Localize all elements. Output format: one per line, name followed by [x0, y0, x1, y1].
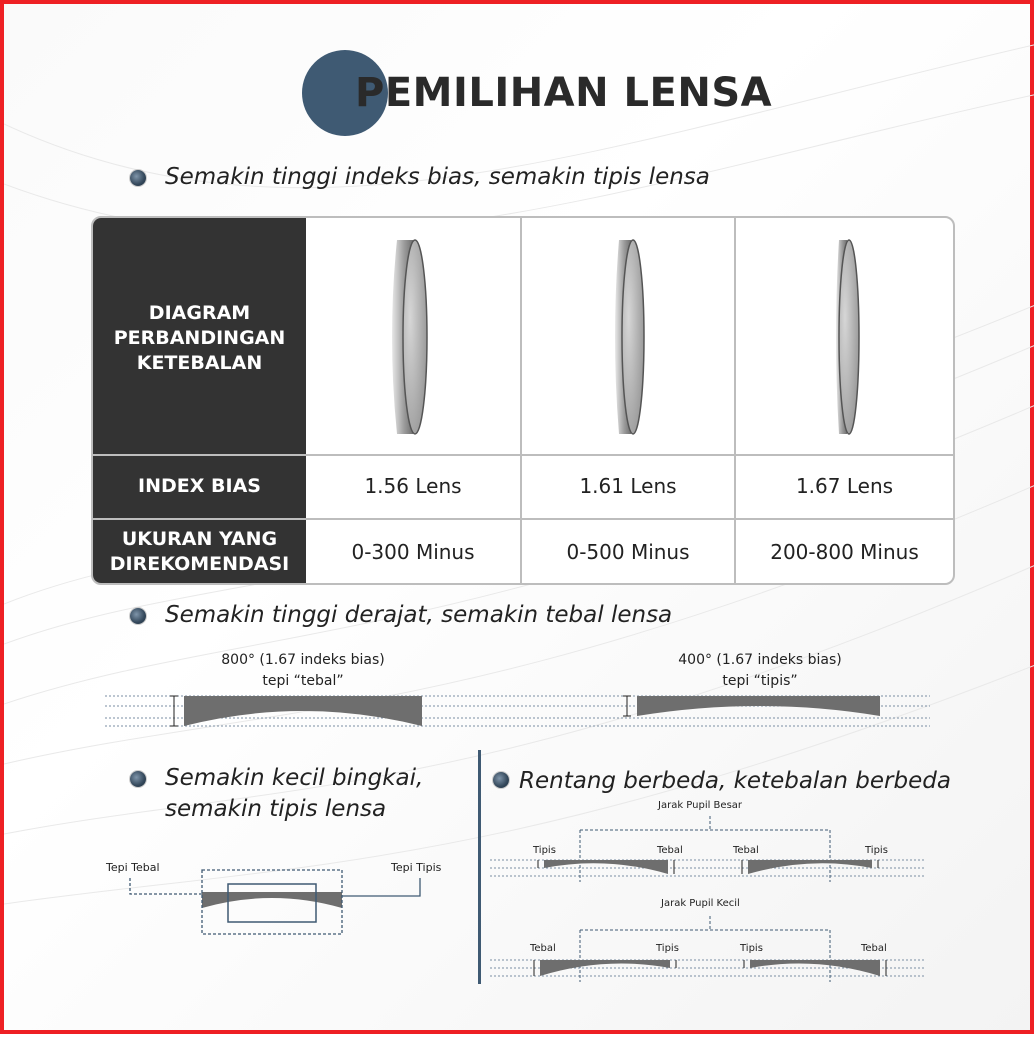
header-recommend	[93, 520, 306, 583]
edge-label: Tipis	[865, 845, 888, 856]
edge-label: Tebal	[861, 943, 887, 954]
header-recommend-line1: UKURAN YANG	[121, 527, 278, 550]
header-diagram-line2: PERBANDINGAN	[113, 326, 286, 349]
section-divider	[478, 750, 481, 984]
lens-comparison-table	[91, 216, 955, 585]
range-cell-2: 0-500 Minus	[566, 539, 690, 564]
index-cell-1: 1.56 Lens	[364, 474, 462, 498]
small-pupil-diagram	[488, 910, 928, 984]
edge-label: Tebal	[657, 845, 683, 856]
edge-label: Tipis	[656, 943, 679, 954]
small-pupil-label: Jarak Pupil Kecil	[661, 898, 740, 909]
bullet-index: Semakin tinggi indeks bias, semakin tipis lensa	[165, 164, 710, 190]
header-diagram-line3: KETEBALAN	[136, 351, 263, 374]
bullet-icon	[130, 608, 146, 624]
lens-thin-icon	[821, 232, 881, 442]
bullet-frame-line1: Semakin kecil bingkai,	[165, 765, 424, 791]
frame-size-diagram	[120, 868, 450, 940]
edge-label: Tipis	[533, 845, 556, 856]
bullet-frame-line2: semakin tipis lensa	[165, 796, 387, 822]
degree-left-label-2: tepi “tebal”	[262, 673, 344, 689]
bullet-range: Rentang berbeda, ketebalan berbeda	[519, 768, 951, 794]
degree-right-label-1: 400° (1.67 indeks bias)	[678, 652, 842, 668]
range-cell-3: 200-800 Minus	[770, 539, 919, 564]
page-title: PEMILIHAN LENSA	[355, 70, 773, 116]
edge-label: Tipis	[740, 943, 763, 954]
bullet-icon	[130, 771, 146, 787]
header-recommend-line2: DIREKOMENDASI	[109, 552, 290, 575]
header-diagram	[93, 288, 306, 388]
edge-label: Tebal	[733, 845, 759, 856]
thick-edge-label: Tepi Tebal	[106, 861, 160, 874]
bullet-icon	[130, 170, 146, 186]
degree-left-label-1: 800° (1.67 indeks bias)	[221, 652, 385, 668]
thin-edge-label: Tepi Tipis	[391, 861, 442, 874]
degree-right-label-2: tepi “tipis”	[722, 673, 798, 689]
range-cell-1: 0-300 Minus	[351, 539, 475, 564]
index-cell-3: 1.67 Lens	[795, 474, 894, 498]
big-pupil-label: Jarak Pupil Besar	[658, 800, 743, 811]
edge-label: Tebal	[530, 943, 556, 954]
big-pupil-diagram	[488, 812, 928, 886]
degree-thickness-diagram	[100, 690, 935, 730]
header-index: INDEX BIAS	[138, 474, 261, 497]
header-diagram-line1: DIAGRAM	[148, 301, 251, 324]
lens-thick-icon	[383, 232, 443, 442]
lens-medium-icon	[603, 232, 663, 442]
bullet-degree: Semakin tinggi derajat, semakin tebal lensa	[165, 602, 673, 628]
index-cell-2: 1.61 Lens	[579, 474, 677, 498]
bullet-icon	[493, 772, 509, 788]
